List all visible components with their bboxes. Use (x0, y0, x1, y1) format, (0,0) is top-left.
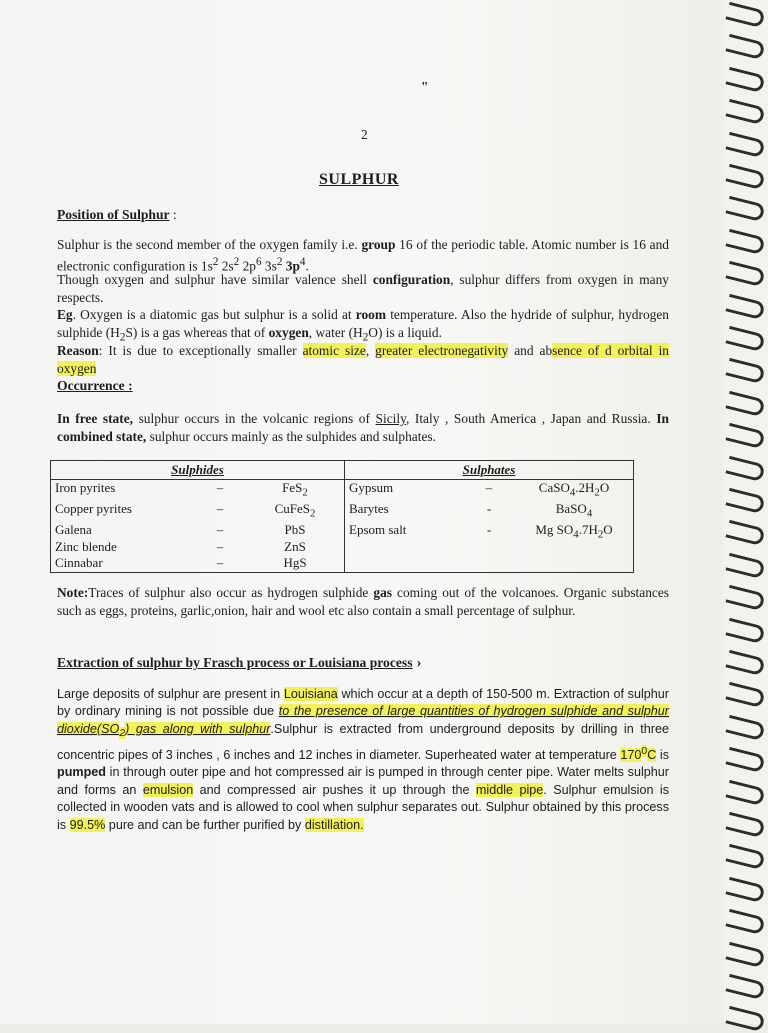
paragraph-position-1 (57, 236, 669, 274)
sulphates-formula-part: 2 (597, 528, 604, 541)
sulphates-formula-part: .7H (578, 522, 598, 538)
spiral-coil (725, 682, 765, 708)
sulphates-formula-part: Mg SO (535, 522, 574, 538)
text-run: 3s (261, 257, 277, 273)
sulphates-formula-part: BaSO (555, 501, 587, 517)
highlighted-text: 99.5% (69, 817, 106, 832)
paragraph-occurrence (57, 410, 669, 445)
text-run: Eg (57, 307, 73, 322)
spiral-coil (725, 67, 765, 93)
spiral-coil (725, 520, 765, 546)
text-run: , sulphur differs from oxygen in many respects. (57, 272, 669, 305)
text-run: O) is a liquid. (368, 324, 442, 340)
spiral-binding (724, 0, 768, 1024)
spiral-coil (725, 2, 765, 28)
sulphides-formula-part: CuFeS (274, 501, 310, 517)
section-heading-occurrence: Occurrence : (57, 378, 133, 393)
text-run: 2p (239, 257, 256, 273)
sulphates-name: Epsom salt (349, 522, 407, 538)
page-title: SULPHUR (319, 171, 399, 188)
paragraph-position-2 (57, 271, 669, 306)
text-run: pure and can be further purified by (105, 817, 305, 832)
spiral-coil (725, 1006, 765, 1032)
spiral-coil (725, 650, 765, 676)
sulphides-formula-part: PbS (284, 522, 306, 538)
paragraph-extraction (57, 686, 669, 834)
spiral-coil (725, 553, 765, 579)
heading-text: Extraction of sulphur by Frasch process or Louisiana process (57, 655, 413, 670)
text-run: room (355, 307, 387, 322)
sulphides-dash: – (216, 555, 224, 571)
sulphates-formula (519, 480, 629, 501)
text-run: . Sulphur emulsion is collected in wooden vats and is allowed to cool when sulphur separates out. Sulphur obtained by this process is (57, 782, 669, 832)
text-run: oxygen (268, 324, 309, 340)
minerals-table (50, 460, 634, 573)
sulphates-formula (519, 501, 629, 522)
text-run: sulphur occurs in the volcanic regions of (133, 411, 376, 426)
text-run: and compressed air pushes it up through the (193, 782, 476, 797)
text-run: coming out of the volcanoes. Organic substances such as eggs, proteins, garlic,onion, hair and wool etc also contain a small percentage of sulphur. (57, 585, 669, 618)
text-run: , (365, 343, 376, 358)
sulphates-formula-part: 2 (594, 486, 600, 499)
subscript: 2 (362, 331, 369, 344)
text-run: , Italy , South America , Japan and Russia. (405, 411, 657, 426)
spiral-coil (725, 877, 765, 903)
text-run: which occur at a depth of 150-500 m. Extraction of sulphur by ordinary mining is not possible due (57, 687, 669, 719)
sulphides-name: Galena (55, 522, 92, 538)
spiral-coil (725, 261, 765, 287)
paragraph-note (57, 584, 669, 619)
text-run: S) is a gas whereas that of (125, 324, 269, 340)
text-run: pumped (57, 765, 106, 780)
text-run: in through outer pipe and hot compressed air is pumped in through center pipe. Water melts sulphur and forms an (57, 765, 669, 797)
spiral-coil (725, 488, 765, 514)
text-run: Sicily (375, 411, 406, 426)
sulphates-list (349, 480, 629, 543)
sulphides-formula (250, 539, 340, 556)
page-number: 2 (361, 127, 368, 142)
superscript: 2 (276, 255, 283, 268)
sulphides-name: Copper pyrites (55, 501, 132, 517)
spiral-coil (725, 229, 765, 255)
section-heading-position (57, 207, 177, 223)
text-run: Reason (57, 343, 99, 358)
text-run: : It is due to exceptionally smaller (98, 343, 303, 358)
sulphides-formula-part: FeS (282, 480, 303, 495)
paragraph-reason (57, 342, 669, 377)
sulphides-dash: – (216, 480, 224, 495)
text-run: . Oxygen is a diatomic gas but sulphur is a solid at (72, 307, 356, 322)
sulphates-dash: - (486, 522, 492, 538)
text-run: , water (H (308, 324, 363, 340)
text-run: 3p (282, 257, 300, 273)
superscript: 6 (255, 255, 262, 268)
sulphates-formula-part: 4 (569, 486, 576, 499)
text-run: . (305, 257, 309, 273)
text-run: is (656, 747, 670, 762)
highlighted-text: ) gas along with sulphur (125, 721, 271, 736)
spiral-coil (725, 617, 765, 643)
text-run: Though oxygen and sulphur have similar valence shell (57, 272, 373, 287)
sulphides-formula-part: HgS (283, 555, 307, 571)
spiral-coil (725, 941, 765, 967)
sulphides-dash: – (216, 538, 224, 554)
sulphides-dash: – (216, 522, 224, 538)
text-run: Large deposits of sulphur are present in (57, 687, 284, 701)
highlighted-text: 170 (620, 747, 642, 762)
highlighted-text: middle pipe (475, 782, 544, 797)
superscript: 0 (641, 744, 648, 757)
text-run: 16 of the periodic table. Atomic number is 16 and electronic configuration is 1s (57, 237, 669, 273)
sulphates-formula-part: CaSO (538, 480, 570, 495)
sulphides-list (55, 480, 340, 572)
sulphates-formula-part: .2H (575, 480, 595, 495)
paragraph-position-3 (57, 306, 669, 347)
spiral-coil (725, 909, 765, 935)
sulphates-formula-part: 4 (586, 507, 593, 520)
text-run: temperature. Also the hydride of sulphur, hydrogen sulphide (H (57, 307, 669, 340)
sulphates-formula-part: O (599, 480, 610, 495)
section-heading-extraction (57, 654, 422, 672)
heading-suffix: : (169, 207, 177, 222)
superscript: 2 (233, 255, 240, 268)
spiral-coil (725, 326, 765, 352)
sulphides-formula (250, 522, 340, 539)
sulphides-cell (51, 480, 345, 573)
sulphides-formula (250, 555, 340, 572)
text-run: .Sulphur is extracted from underground deposits by drilling in three concentric pipes of 3 inches , 6 inches and 12 inches in diameter. Superheated water at temperature (57, 721, 669, 762)
spiral-coil (725, 812, 765, 838)
highlighted-text: sence of d orbital in oxygen (57, 343, 669, 376)
spiral-coil (725, 974, 765, 1000)
sulphides-formula (250, 480, 340, 501)
highlighted-text: to the presence of large quantities of hydrogen sulphide and sulphur dioxide(SO (57, 704, 669, 736)
sulphides-dash: – (216, 501, 224, 517)
highlighted-text: C (647, 747, 657, 762)
table-header-sulphates: Sulphates (345, 461, 634, 480)
sulphates-name: Gypsum (349, 480, 394, 495)
highlighted-text: atomic size (302, 343, 366, 358)
arrow-mark: › (416, 655, 422, 671)
sulphides-name: Zinc blende (55, 538, 117, 554)
sulphates-formula-part: 4 (573, 528, 579, 541)
text-run: Sulphur is the second member of the oxygen family i.e. (57, 237, 362, 252)
text-run: configuration (372, 272, 451, 287)
highlighted-text: greater electronegativity (375, 343, 509, 358)
sulphides-formula-part: 2 (302, 486, 308, 499)
spiral-coil (725, 844, 765, 870)
sulphides-name: Iron pyrites (55, 480, 116, 495)
pen-mark: " (421, 79, 429, 94)
text-run: gas (373, 585, 392, 600)
superscript: 4 (299, 255, 306, 268)
spiral-coil (725, 779, 765, 805)
superscript: 2 (212, 255, 219, 268)
spiral-coil (725, 131, 765, 157)
text-run: In free state, (57, 411, 133, 426)
sulphates-name: Barytes (349, 501, 389, 517)
spiral-coil (725, 747, 765, 773)
sulphates-dash: - (486, 501, 492, 517)
spiral-coil (725, 34, 765, 60)
spiral-coil (725, 391, 765, 417)
sulphides-formula-part: 2 (309, 507, 316, 520)
subscript: 2 (119, 727, 126, 740)
sulphates-formula (519, 522, 629, 543)
text-run: and ab (508, 343, 553, 358)
text-run: 2s (218, 257, 234, 273)
text-run: In combined state, (57, 411, 669, 444)
sulphides-name: Cinnabar (55, 555, 103, 571)
subscript: 2 (119, 331, 126, 344)
highlighted-text: Louisiana (283, 687, 338, 701)
spiral-coil (725, 293, 765, 319)
sulphates-formula-part: O (603, 522, 613, 538)
heading-text: Position of Sulphur (57, 207, 170, 222)
spiral-coil (725, 358, 765, 384)
text-run: sulphur occurs mainly as the sulphides and sulphates. (146, 428, 436, 444)
spiral-coil (725, 585, 765, 611)
spiral-coil (725, 164, 765, 190)
sulphates-dash: – (485, 480, 493, 495)
spiral-coil (725, 423, 765, 449)
spiral-coil (725, 715, 765, 741)
highlighted-text: distillation. (304, 817, 364, 832)
text-run: Note: (57, 585, 89, 600)
sulphides-formula (250, 501, 340, 522)
highlighted-text: emulsion (142, 782, 194, 797)
spiral-coil (725, 455, 765, 481)
table-header-sulphides: Sulphides (51, 461, 345, 480)
text-run: group (361, 237, 396, 252)
sulphides-formula-part: ZnS (284, 538, 306, 554)
text-run: Traces of sulphur also occur as hydrogen sulphide (88, 585, 374, 600)
sulphates-cell (345, 480, 634, 573)
spiral-coil (725, 99, 765, 125)
spiral-coil (725, 196, 765, 222)
